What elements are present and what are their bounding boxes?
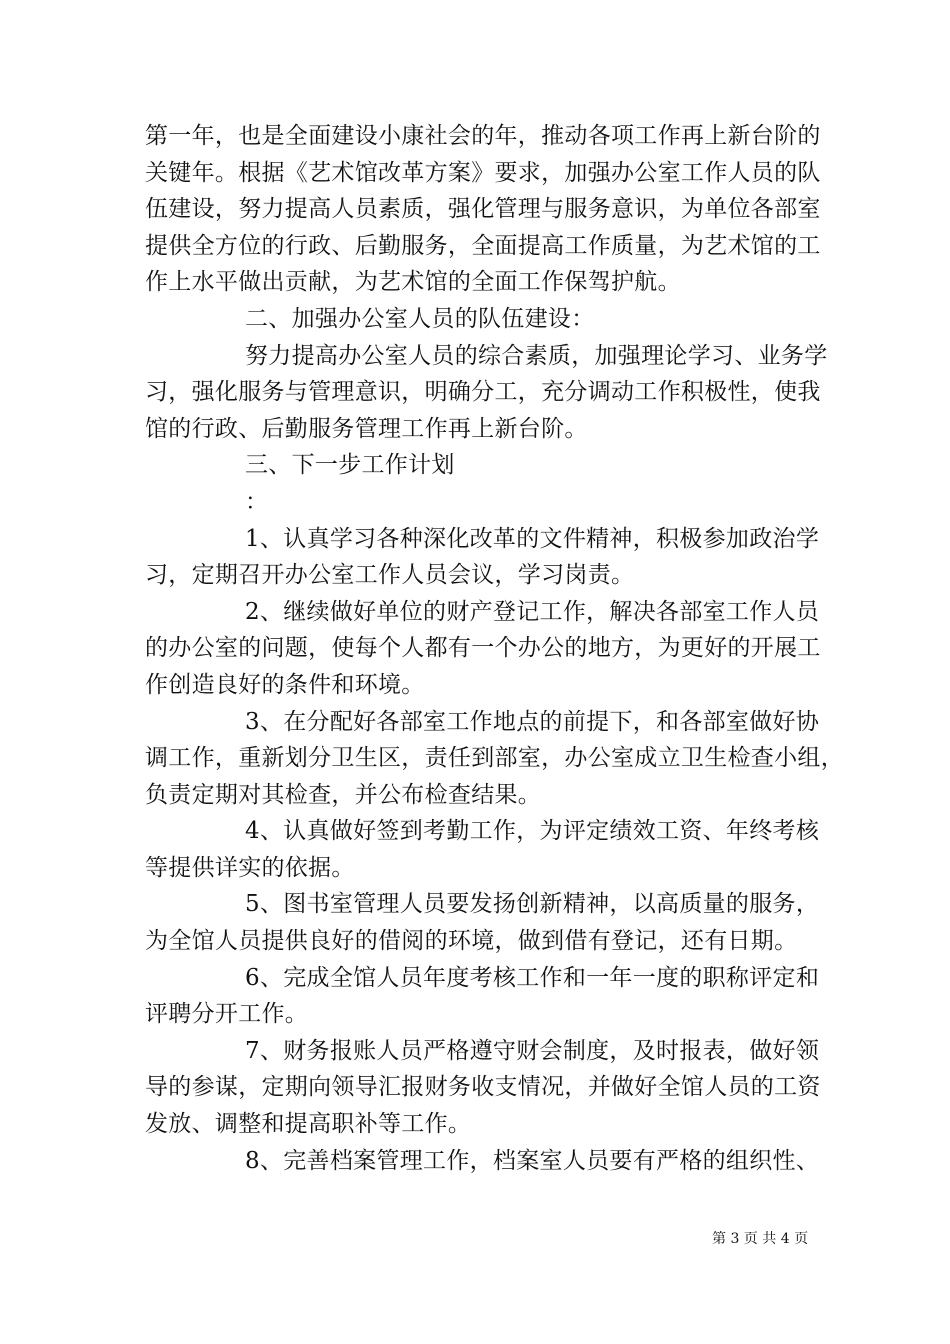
- text-line: 评聘分开工作。: [145, 1001, 309, 1028]
- text-line: ：: [245, 488, 269, 515]
- text-line: 努力提高办公室人员的综合素质，加强理论学习、业务学: [245, 342, 828, 369]
- text-line: 3、在分配好各部室工作地点的前提下，和各部室做好协: [245, 708, 820, 735]
- text-line: 发放、调整和提高职补等工作。: [145, 1111, 472, 1138]
- text-line: 作上水平做出贡献，为艺术馆的全面工作保驾护航。: [145, 269, 681, 296]
- document-body: [145, 118, 844, 1179]
- text-line: 4、认真做好签到考勤工作，为评定绩效工资、年终考核: [245, 818, 820, 845]
- text-line: 馆的行政、后勤服务管理工作再上新台阶。: [145, 415, 588, 442]
- text-line: 的办公室的问题，使每个人都有一个办公的地方，为更好的开展工: [145, 635, 821, 662]
- text-line: 第一年，也是全面建设小康社会的年，推动各项工作再上新台阶的: [145, 123, 821, 149]
- page-number-footer: 第 3 页 共 4 页: [712, 1231, 809, 1247]
- text-line: 调工作，重新划分卫生区，责任到部室，办公室成立卫生检查小组，: [145, 745, 844, 772]
- text-line: 二、加强办公室人员的队伍建设：: [245, 305, 595, 332]
- text-line: 2、继续做好单位的财产登记工作，解决各部室工作人员: [245, 598, 820, 625]
- text-line: 三、下一步工作计划: [245, 452, 455, 479]
- text-line: 习，定期召开办公室工作人员会议，学习岗责。: [145, 562, 635, 589]
- text-line: 伍建设，努力提高人员素质，强化管理与服务意识，为单位各部室: [145, 196, 821, 223]
- text-line: 为全馆人员提供良好的借阅的环境，做到借有登记，还有日期。: [145, 928, 798, 955]
- text-line: 关键年。根据《艺术馆改革方案》要求，加强办公室工作人员的队: [145, 159, 821, 186]
- text-line: 1、认真学习各种深化改革的文件精神，积极参加政治学: [245, 525, 820, 552]
- text-line: 导的参谋，定期向领导汇报财务收支情况，并做好全馆人员的工资: [145, 1074, 821, 1101]
- text-line: 6、完成全馆人员年度考核工作和一年一度的职称评定和: [245, 964, 820, 991]
- text-line: 作创造良好的条件和环境。: [145, 671, 425, 698]
- text-line: 等提供详实的依据。: [145, 854, 355, 881]
- text-line: 7、财务报账人员严格遵守财会制度，及时报表，做好领: [245, 1037, 820, 1064]
- text-line: 负责定期对其检查，并公布检查结果。: [145, 781, 542, 808]
- text-line: 提供全方位的行政、后勤服务，全面提高工作质量，为艺术馆的工: [145, 232, 821, 259]
- text-line: 8、完善档案管理工作，档案室人员要有严格的组织性、: [245, 1147, 820, 1174]
- text-line: 5、图书室管理人员要发扬创新精神，以高质量的服务，: [245, 891, 820, 918]
- text-line: 习，强化服务与管理意识，明确分工，充分调动工作积极性，使我: [145, 379, 821, 406]
